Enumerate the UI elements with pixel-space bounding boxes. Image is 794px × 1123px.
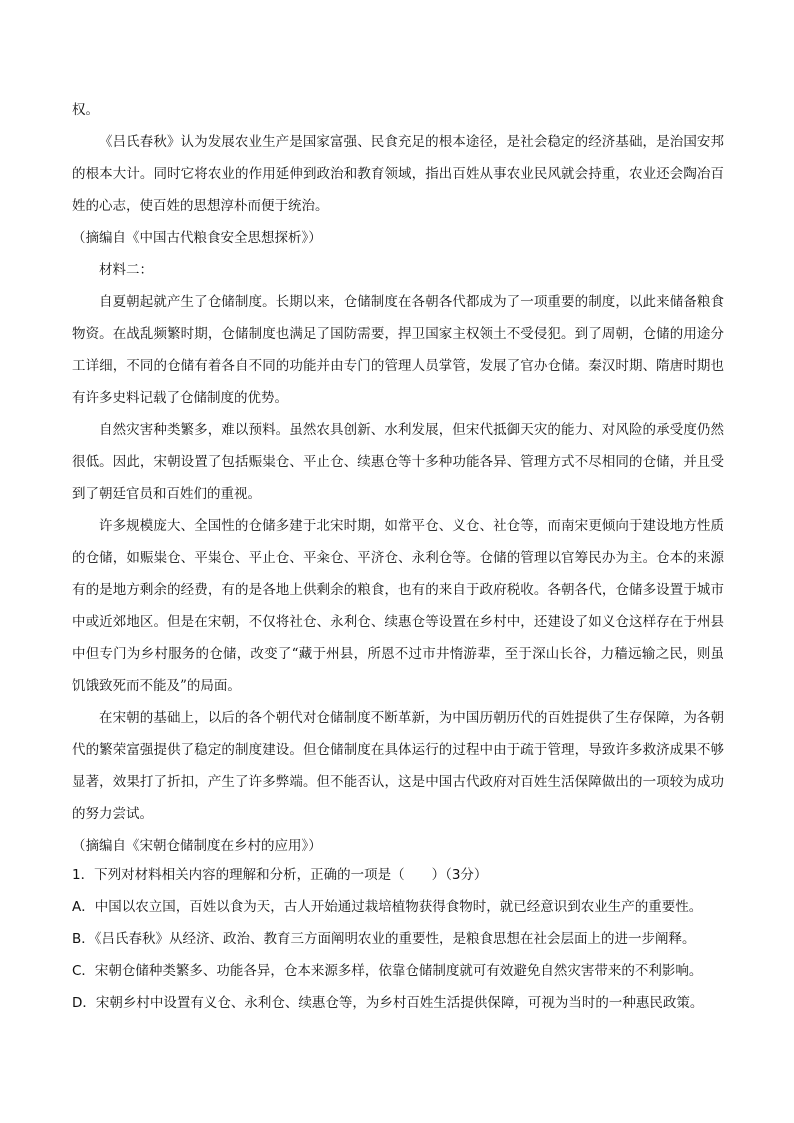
source-citation: （摘编自《宋朝仓储制度在乡村的应用》） xyxy=(72,838,322,854)
material-label: 材料二： xyxy=(99,262,153,278)
passage-paragraph: 《吕氏春秋》认为发展农业生产是国家富强、民食充足的根本途径，是社会稳定的经济基础，是治国安邦的根本大计。同时它将农业的作用延伸到政治和教育领域，指出百姓从事农业民风就会持重，农业还会陶冶百姓的心志，使百姓的思想淳朴而便于统治。 xyxy=(72,134,724,214)
passage-continuation: 权。 xyxy=(72,102,99,118)
source-citation: （摘编自《中国古代粮食安全思想探析》） xyxy=(72,230,322,246)
question-stem: 1．下列对材料相关内容的理解和分析，正确的一项是（ ）（3分） xyxy=(72,867,488,883)
option-a[interactable]: A．中国以农立国，百姓以食为天，古人开始通过栽培植物获得食物时，就已经意识到农业生产的重要性。 xyxy=(72,899,703,915)
passage-paragraph: 自夏朝起就产生了仓储制度。长期以来，仓储制度在各朝各代都成为了一项重要的制度，以此来储备粮食物资。在战乱频繁时期，仓储制度也满足了国防需要，捍卫国家主权领土不受侵犯。到了周朝，仓储的用途分工详细，不同的仓储有着各自不同的功能并由专门的管理人员掌管，发展了官办仓储。秦汉时期、隋唐时期也有许多史料记载了仓储制度的优势。 xyxy=(72,294,724,406)
passage-paragraph: 在宋朝的基础上，以后的各个朝代对仓储制度不断革新，为中国历朝历代的百姓提供了生存保障，为各朝代的繁荣富强提供了稳定的制度建设。但仓储制度在具体运行的过程中由于疏于管理，导致许多救济成果不够显著，效果打了折扣，产生了许多弊端。但不能否认，这是中国古代政府对百姓生活保障做出的一项较为成功的努力尝试。 xyxy=(72,710,724,822)
option-c[interactable]: C．宋朝仓储种类繁多、功能各异，仓本来源多样，依靠仓储制度就可有效避免自然灾害带来的不利影响。 xyxy=(72,963,703,979)
question-block xyxy=(72,859,724,1019)
passage-paragraph: 自然灾害种类繁多，难以预料。虽然农具创新、水利发展，但宋代抵御天灾的能力、对风险的承受度仍然很低。因此，宋朝设置了包括赈粜仓、平止仓、续惠仓等十多种功能各异、管理方式不尽相同的仓储，并且受到了朝廷官员和百姓们的重视。 xyxy=(72,422,724,502)
option-b[interactable]: B．《吕氏春秋》从经济、政治、教育三方面阐明农业的重要性，是粮食思想在社会层面上的进一步阐释。 xyxy=(72,931,696,947)
reading-passage xyxy=(72,94,724,862)
option-d[interactable]: D．宋朝乡村中设置有义仓、永利仓、续惠仓等，为乡村百姓生活提供保障，可视为当时的一种惠民政策。 xyxy=(72,995,704,1011)
passage-paragraph: 许多规模庞大、全国性的仓储多建于北宋时期，如常平仓、义仓、社仓等，而南宋更倾向于建设地方性质的仓储，如赈粜仓、平粜仓、平止仓、平籴仓、平济仓、永利仓等。仓储的管理以官筹民办为主。仓本的来源有的是地方剩余的经费，有的是各地上供剩余的粮食，也有的来自于政府税收。各朝各代，仓储多设置于城市中或近郊地区。但是在宋朝，不仅将社仓、永利仓、续惠仓等设置在乡村中，还建设了如义仓这样存在于州县中但专门为乡村服务的仓储，改变了“藏于州县，所恩不过市井惰游辈，至于深山长谷，力穑远输之民，则虽饥饿致死而不能及”的局面。 xyxy=(72,518,724,694)
